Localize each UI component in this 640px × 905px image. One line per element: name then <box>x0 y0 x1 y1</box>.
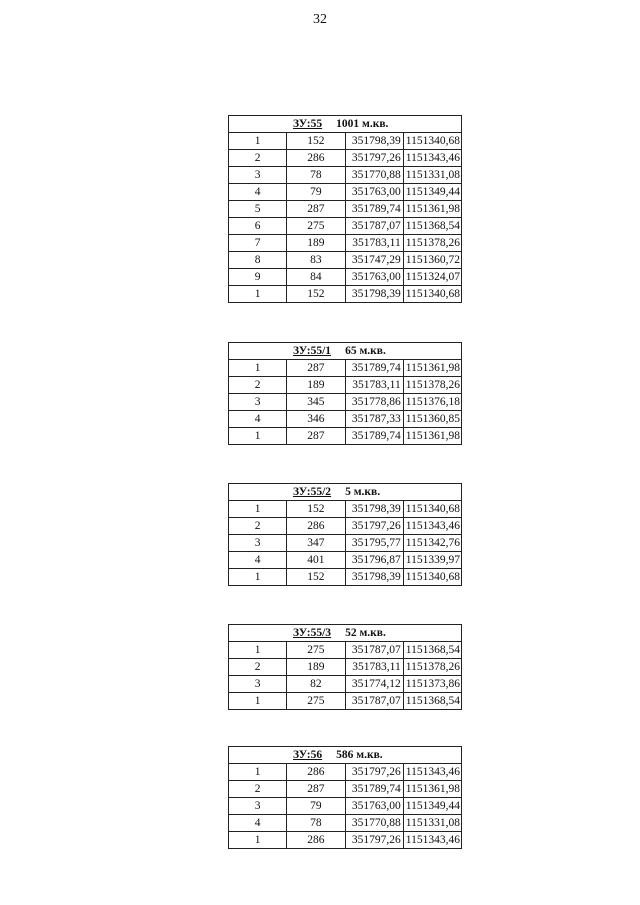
table-row <box>229 659 462 676</box>
coord-y-cell: 1151340,68 <box>403 286 461 303</box>
coord-y-cell: 1151360,85 <box>403 411 461 428</box>
coord-y-cell: 1151361,98 <box>403 360 461 377</box>
coord-y-cell: 1151342,76 <box>403 535 461 552</box>
point-id-cell: 79 <box>287 184 345 201</box>
point-id-cell: 189 <box>287 235 345 252</box>
point-number-cell: 1 <box>229 286 287 303</box>
table-row <box>229 394 462 411</box>
point-id-cell: 345 <box>287 394 345 411</box>
coord-y-cell: 1151343,46 <box>403 764 461 781</box>
coord-x-cell: 351798,39 <box>345 501 403 518</box>
coord-x-cell: 351783,11 <box>345 659 403 676</box>
table-row <box>229 167 462 184</box>
table-header-row <box>229 747 462 764</box>
table-row <box>229 184 462 201</box>
table-row <box>229 693 462 710</box>
coord-y-cell: 1151378,26 <box>403 659 461 676</box>
coord-x-cell: 351787,33 <box>345 411 403 428</box>
point-id-cell: 78 <box>287 167 345 184</box>
coordinates-table-zu55-1 <box>228 342 462 445</box>
point-number-cell: 4 <box>229 552 287 569</box>
point-id-cell: 152 <box>287 501 345 518</box>
point-id-cell: 275 <box>287 218 345 235</box>
point-number-cell: 1 <box>229 569 287 586</box>
coord-x-cell: 351789,74 <box>345 360 403 377</box>
point-id-cell: 79 <box>287 798 345 815</box>
coord-y-cell: 1151343,46 <box>403 832 461 849</box>
parcel-label: ЗУ:55/1 <box>293 344 332 357</box>
point-number-cell: 2 <box>229 781 287 798</box>
coordinates-table-zu55-2 <box>228 483 462 586</box>
parcel-area: 586 м.кв. <box>336 748 383 761</box>
point-id-cell: 286 <box>287 518 345 535</box>
point-id-cell: 286 <box>287 150 345 167</box>
table-row <box>229 201 462 218</box>
coord-y-cell: 1151373,86 <box>403 676 461 693</box>
coord-x-cell: 351774,12 <box>345 676 403 693</box>
table-row <box>229 411 462 428</box>
point-number-cell: 1 <box>229 133 287 150</box>
point-number-cell: 2 <box>229 518 287 535</box>
table-row <box>229 235 462 252</box>
coord-y-cell: 1151343,46 <box>403 150 461 167</box>
coord-x-cell: 351770,88 <box>345 815 403 832</box>
coord-y-cell: 1151378,26 <box>403 377 461 394</box>
point-id-cell: 152 <box>287 569 345 586</box>
point-number-cell: 3 <box>229 167 287 184</box>
coord-x-cell: 351770,88 <box>345 167 403 184</box>
point-id-cell: 287 <box>287 781 345 798</box>
point-id-cell: 275 <box>287 693 345 710</box>
coord-x-cell: 351763,00 <box>345 798 403 815</box>
coord-x-cell: 351797,26 <box>345 764 403 781</box>
parcel-area: 1001 м.кв. <box>336 117 389 130</box>
coord-y-cell: 1151368,54 <box>403 218 461 235</box>
point-number-cell: 9 <box>229 269 287 286</box>
point-id-cell: 84 <box>287 269 345 286</box>
point-number-cell: 1 <box>229 832 287 849</box>
coord-y-cell: 1151331,08 <box>403 167 461 184</box>
coord-y-cell: 1151368,54 <box>403 693 461 710</box>
coord-y-cell: 1151339,97 <box>403 552 461 569</box>
coord-y-cell: 1151331,08 <box>403 815 461 832</box>
table-row <box>229 133 462 150</box>
parcel-area: 52 м.кв. <box>345 626 386 639</box>
coord-y-cell: 1151361,98 <box>403 428 461 445</box>
coord-x-cell: 351797,26 <box>345 832 403 849</box>
table-row <box>229 150 462 167</box>
coord-x-cell: 351797,26 <box>345 518 403 535</box>
point-id-cell: 82 <box>287 676 345 693</box>
table-header <box>229 625 462 642</box>
point-id-cell: 287 <box>287 360 345 377</box>
point-number-cell: 1 <box>229 642 287 659</box>
point-id-cell: 152 <box>287 286 345 303</box>
point-number-cell: 3 <box>229 394 287 411</box>
point-number-cell: 2 <box>229 659 287 676</box>
point-number-cell: 1 <box>229 501 287 518</box>
coord-y-cell: 1151361,98 <box>403 781 461 798</box>
table-row <box>229 377 462 394</box>
point-id-cell: 78 <box>287 815 345 832</box>
point-number-cell: 6 <box>229 218 287 235</box>
coord-x-cell: 351795,77 <box>345 535 403 552</box>
point-number-cell: 5 <box>229 201 287 218</box>
point-id-cell: 83 <box>287 252 345 269</box>
point-number-cell: 4 <box>229 815 287 832</box>
point-number-cell: 8 <box>229 252 287 269</box>
table-row <box>229 832 462 849</box>
table-header-row <box>229 116 462 133</box>
coord-y-cell: 1151376,18 <box>403 394 461 411</box>
table-header-row <box>229 484 462 501</box>
point-number-cell: 4 <box>229 411 287 428</box>
coord-x-cell: 351787,07 <box>345 218 403 235</box>
coord-x-cell: 351763,00 <box>345 269 403 286</box>
point-id-cell: 286 <box>287 832 345 849</box>
point-number-cell: 7 <box>229 235 287 252</box>
coord-y-cell: 1151349,44 <box>403 184 461 201</box>
coord-x-cell: 351783,11 <box>345 235 403 252</box>
coord-y-cell: 1151343,46 <box>403 518 461 535</box>
coord-y-cell: 1151361,98 <box>403 201 461 218</box>
point-id-cell: 189 <box>287 659 345 676</box>
point-number-cell: 3 <box>229 798 287 815</box>
coord-y-cell: 1151340,68 <box>403 133 461 150</box>
parcel-label: ЗУ:55/3 <box>293 626 332 639</box>
table-row <box>229 269 462 286</box>
coord-y-cell: 1151340,68 <box>403 569 461 586</box>
point-number-cell: 3 <box>229 535 287 552</box>
table-row <box>229 569 462 586</box>
coord-x-cell: 351763,00 <box>345 184 403 201</box>
coord-x-cell: 351787,07 <box>345 642 403 659</box>
table-row <box>229 764 462 781</box>
table-row <box>229 218 462 235</box>
point-number-cell: 1 <box>229 693 287 710</box>
table-header <box>229 747 462 764</box>
coord-x-cell: 351798,39 <box>345 569 403 586</box>
coord-x-cell: 351798,39 <box>345 286 403 303</box>
coord-x-cell: 351747,29 <box>345 252 403 269</box>
point-number-cell: 3 <box>229 676 287 693</box>
table-row <box>229 501 462 518</box>
point-id-cell: 287 <box>287 201 345 218</box>
table-row <box>229 428 462 445</box>
point-id-cell: 346 <box>287 411 345 428</box>
point-number-cell: 1 <box>229 360 287 377</box>
table-row <box>229 798 462 815</box>
coord-x-cell: 351796,87 <box>345 552 403 569</box>
coord-x-cell: 351778,86 <box>345 394 403 411</box>
point-id-cell: 401 <box>287 552 345 569</box>
parcel-label: ЗУ:55 <box>293 117 323 130</box>
coord-x-cell: 351789,74 <box>345 781 403 798</box>
coordinates-table-zu55-3 <box>228 624 462 710</box>
coord-y-cell: 1151324,07 <box>403 269 461 286</box>
point-id-cell: 275 <box>287 642 345 659</box>
table-header-row <box>229 343 462 360</box>
table-header-row <box>229 625 462 642</box>
coord-y-cell: 1151349,44 <box>403 798 461 815</box>
table-row <box>229 535 462 552</box>
table-row <box>229 815 462 832</box>
point-number-cell: 1 <box>229 764 287 781</box>
point-id-cell: 189 <box>287 377 345 394</box>
coord-y-cell: 1151368,54 <box>403 642 461 659</box>
table-row <box>229 552 462 569</box>
point-id-cell: 347 <box>287 535 345 552</box>
table-body <box>229 501 462 586</box>
table-row <box>229 360 462 377</box>
table-row <box>229 252 462 269</box>
table-header <box>229 343 462 360</box>
point-number-cell: 1 <box>229 428 287 445</box>
coord-x-cell: 351789,74 <box>345 201 403 218</box>
coord-y-cell: 1151378,26 <box>403 235 461 252</box>
coord-x-cell: 351787,07 <box>345 693 403 710</box>
coord-x-cell: 351798,39 <box>345 133 403 150</box>
table-body <box>229 360 462 445</box>
table-row <box>229 642 462 659</box>
table-header <box>229 484 462 501</box>
point-id-cell: 287 <box>287 428 345 445</box>
coordinates-table-zu55 <box>228 115 462 303</box>
parcel-area: 5 м.кв. <box>345 485 381 498</box>
parcel-label: ЗУ:56 <box>293 748 323 761</box>
parcel-label: ЗУ:55/2 <box>293 485 332 498</box>
table-header <box>229 116 462 133</box>
table-row <box>229 781 462 798</box>
point-number-cell: 2 <box>229 377 287 394</box>
point-number-cell: 2 <box>229 150 287 167</box>
coordinates-table-zu56 <box>228 746 462 849</box>
table-row <box>229 286 462 303</box>
coord-y-cell: 1151360,72 <box>403 252 461 269</box>
page-number: 32 <box>313 12 327 27</box>
coord-x-cell: 351783,11 <box>345 377 403 394</box>
point-number-cell: 4 <box>229 184 287 201</box>
parcel-area: 65 м.кв. <box>345 344 386 357</box>
point-id-cell: 152 <box>287 133 345 150</box>
coord-x-cell: 351789,74 <box>345 428 403 445</box>
coord-y-cell: 1151340,68 <box>403 501 461 518</box>
table-row <box>229 676 462 693</box>
table-row <box>229 518 462 535</box>
table-body <box>229 764 462 849</box>
table-body <box>229 642 462 710</box>
coord-x-cell: 351797,26 <box>345 150 403 167</box>
point-id-cell: 286 <box>287 764 345 781</box>
table-body <box>229 133 462 303</box>
